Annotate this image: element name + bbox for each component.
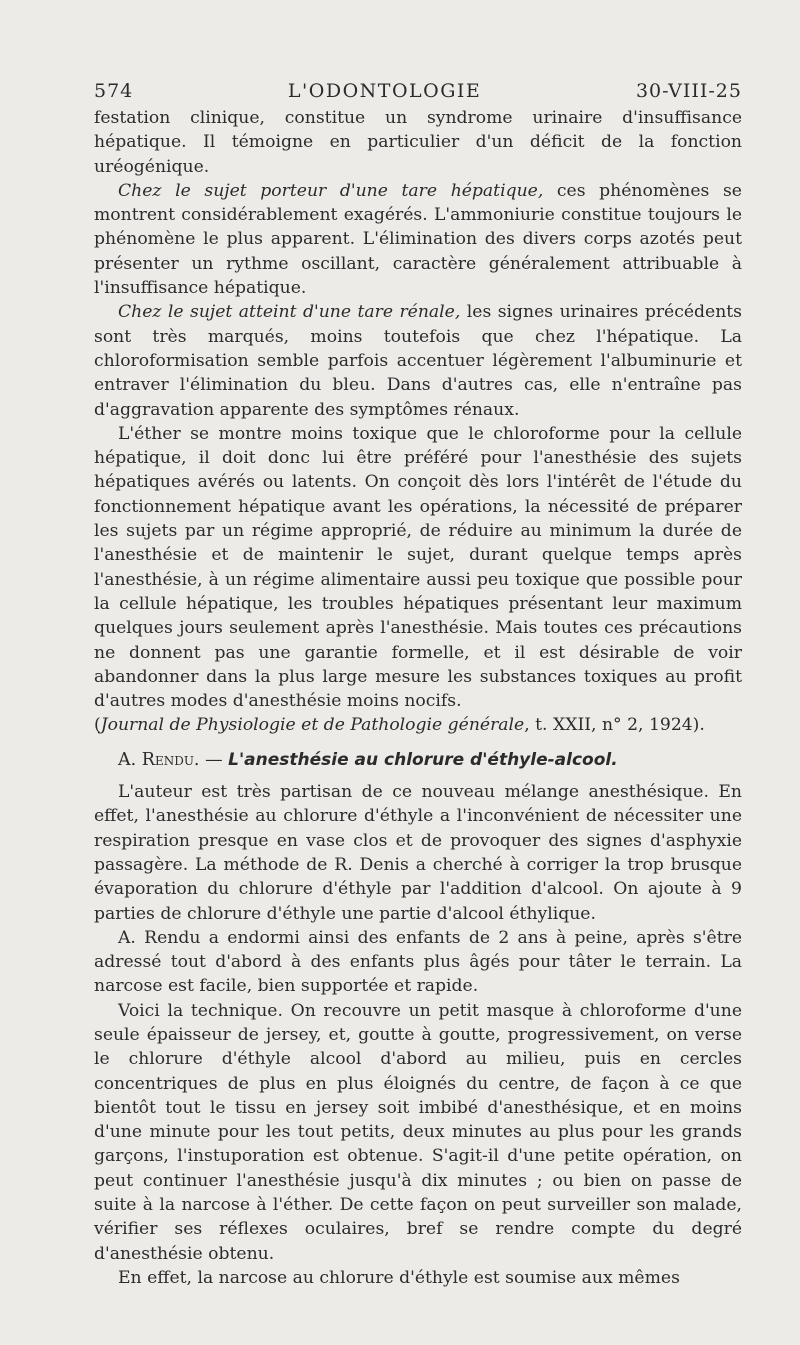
italic-lead: Chez le sujet porteur d'une tare hépatique, (118, 180, 544, 201)
citation-journal: Journal de Physiologie et de Pathologie générale (100, 715, 525, 736)
journal-title: L'ODONTOLOGIE (287, 80, 482, 102)
citation: (Journal de Physiologie et de Pathologie générale, t. XXII, n° 2, 1924). (94, 715, 705, 736)
running-header (94, 80, 742, 102)
page-number: 574 (94, 80, 134, 102)
paragraph: festation clinique, constitue un syndrome urinaire d'insuffisance hépatique. Il témoigne en particulier d'un déficit de la fonction uréogénique. (94, 108, 742, 177)
section-author: A. Rendu. (118, 749, 200, 770)
issue-date: 30-VIII-25 (635, 80, 742, 102)
paragraph: Chez le sujet atteint d'une tare rénale, les signes urinaires précédents sont très marqués, moins toutefois que chez l'hépatique. La chloroformisation semble parfois accentuer légèrement l'albuminurie et entraver l'élimination du bleu. Dans d'autres cas, elle n'entraîne pas d'aggravation apparente des symptômes rénaux. (94, 302, 742, 420)
italic-lead: Chez le sujet atteint d'une tare rénale, (118, 302, 461, 323)
paragraph: L'éther se montre moins toxique que le chloroforme pour la cellule hépatique, il doit donc lui être préféré pour l'anesthésie des sujets hépatiques avérés ou latents. On conçoit dès lors l'intérêt de l'étude du fonctionnement hépatique avant les opérations, la nécessité de préparer les sujets par un régime approprié, de réduire au minimum la durée de l'anesthésie et de maintenir le sujet, durant quelque temps après l'anesthésie, à un régime alimentaire aussi peu toxique que possible pour la cellule hépatique, les troubles hépatiques présentant leur maximum quelques jours seulement après l'anesthésie. Mais toutes ces précautions ne donnent pas une garantie formelle, et il est désirable de voir abandonner dans la plus large mesure les substances toxiques au profit d'autres modes d'anesthésie moins nocifs. (94, 423, 742, 712)
paragraph: Voici la technique. On recouvre un petit masque à chloroforme d'une seule épaisseur de jersey, et, goutte à goutte, progressivement, on verse le chlorure d'éthyle alcool d'abord au milieu, puis en cercles concentriques de plus en plus éloignés du centre, de façon à ce que bientôt tout le tissu en jersey soit imbibé d'anesthésique, et en moins d'une minute pour les tout petits, deux minutes au plus pour les grands garçons, l'instuporation est obtenue. S'agit-il d'une petite opération, on peut continuer l'anesthésie jusqu'à dix minutes ; ou bien on passe de suite à la narcose à l'éther. De cette façon on peut surveiller son malade, vérifier ses réflexes oculaires, bref se rendre compte du degré d'anesthésie obtenu. (94, 1000, 742, 1264)
paragraph: Chez le sujet porteur d'une tare hépatique, ces phénomènes se montrent considérablement exagérés. L'ammoniurie constitue toujours le phénomène le plus apparent. L'élimination des divers corps azotés peut présenter un rythme oscillant, caractère généralement attribuable à l'insuffisance hépatique. (94, 180, 742, 299)
paragraph: L'auteur est très partisan de ce nouveau mélange anesthésique. En effet, l'anesthésie au chlorure d'éthyle a l'inconvénient de nécessiter une respiration presque en vase clos et de provoquer des signes d'asphyxie passagère. La méthode de R. Denis a cherché à corriger la trop brusque évaporation du chlorure d'éthyle par l'addition d'alcool. On ajoute à 9 parties de chlorure d'éthyle une partie d'alcool éthylique. (94, 782, 742, 924)
section-heading: A. Rendu. — L'anesthésie au chlorure d'éthyle-alcool. (118, 749, 618, 770)
paragraph: A. Rendu a endormi ainsi des enfants de 2 ans à peine, après s'être adressé tout d'abord à des enfants plus âgés pour tâter le terrain. La narcose est facile, bien supportée et rapide. (94, 927, 742, 997)
paragraph: En effet, la narcose au chlorure d'éthyle est soumise aux mêmes (118, 1267, 680, 1288)
section-title: L'anesthésie au chlorure d'éthyle-alcool. (228, 749, 618, 770)
body-text (94, 106, 742, 1290)
